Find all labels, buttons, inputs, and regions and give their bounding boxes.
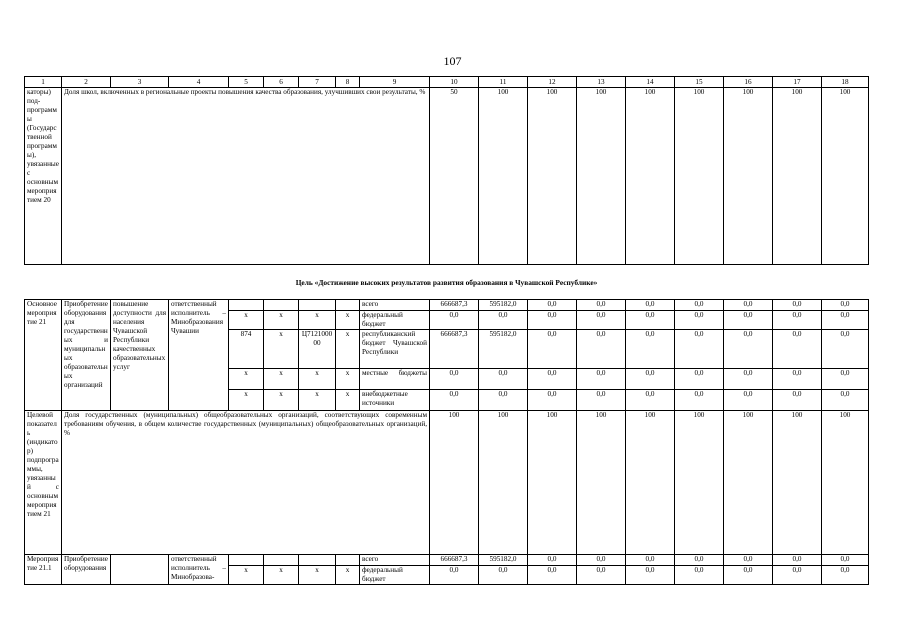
funding-value: 0,0 (822, 311, 869, 330)
funding-value: 0,0 (626, 369, 675, 390)
header-cell: 4 (169, 77, 229, 88)
header-cell: 16 (724, 77, 773, 88)
funding-value: 0,0 (626, 566, 675, 585)
code-cell: x (336, 390, 360, 411)
funding-value: 0,0 (528, 390, 577, 411)
header-cell: 8 (336, 77, 360, 88)
indicator-label: Целевой показатель (индикатор) подпрограммы, увязанный с основным мероприятием 21 (25, 411, 62, 555)
funding-source: республиканский бюджет Чувашской Республики (360, 330, 430, 369)
funding-value: 0,0 (626, 300, 675, 311)
funding-value: 0,0 (577, 300, 626, 311)
event-title: Приобретение оборудования для государственных и муниципальных образовательных организаций (62, 300, 111, 411)
code-cell: x (264, 566, 299, 585)
code-cell (299, 555, 336, 566)
funding-value: 0,0 (430, 311, 479, 330)
code-cell: Ц712100000 (299, 330, 336, 369)
indicator-text: Доля школ, включенных в региональные проекты повышения качества образования, улучшивших свои результаты, % (62, 88, 430, 265)
funding-source: местные бюджеты (360, 369, 430, 390)
indicator-value: 100 (822, 88, 869, 265)
funding-value: 0,0 (773, 300, 822, 311)
funding-source: федеральный бюджет (360, 311, 430, 330)
header-cell: 6 (264, 77, 299, 88)
code-cell: x (264, 369, 299, 390)
funding-value: 0,0 (773, 369, 822, 390)
code-cell: 874 (229, 330, 264, 369)
event-name: Мероприятие 21.1 (25, 555, 62, 585)
indicator-value: 100 (577, 88, 626, 265)
code-cell: x (336, 369, 360, 390)
funding-value: 0,0 (773, 390, 822, 411)
code-cell: x (299, 311, 336, 330)
code-cell: x (299, 390, 336, 411)
indicator-value: 100 (773, 411, 822, 555)
funding-source: всего (360, 555, 430, 566)
indicator-value: 100 (577, 411, 626, 555)
event-executor: ответственный исполнитель – Минобразова- (169, 555, 229, 585)
indicator-value: 100 (528, 411, 577, 555)
funding-value: 0,0 (724, 390, 773, 411)
funding-value: 0,0 (773, 566, 822, 585)
code-cell: x (299, 369, 336, 390)
funding-value: 0,0 (675, 390, 724, 411)
funding-source: всего (360, 300, 430, 311)
funding-value: 0,0 (479, 566, 528, 585)
event-name: Основное мероприятие 21 (25, 300, 62, 411)
code-cell (336, 555, 360, 566)
funding-value: 0,0 (528, 566, 577, 585)
header-cell: 7 (299, 77, 336, 88)
indicator-label: каторы) под-программы (Государственной программы), увязанные с основным мероприятием 20 (25, 88, 62, 265)
funding-value: 0,0 (626, 555, 675, 566)
code-cell: x (229, 566, 264, 585)
funding-source: федеральный бюджет (360, 566, 430, 585)
code-cell (336, 300, 360, 311)
funding-source: внебюджетные источники (360, 390, 430, 411)
funding-value: 0,0 (822, 566, 869, 585)
event-executor: ответственный исполнитель – Минобразования Чувашии (169, 300, 229, 411)
event-row (25, 555, 869, 566)
event-goal: повышение доступности для населения Чувашской Республики качественных образовательных услуг (111, 300, 169, 411)
funding-value: 0,0 (675, 555, 724, 566)
header-cell: 10 (430, 77, 479, 88)
funding-value: 0,0 (626, 311, 675, 330)
funding-value: 0,0 (528, 300, 577, 311)
header-cell: 1 (25, 77, 62, 88)
code-cell: x (264, 311, 299, 330)
code-cell (299, 300, 336, 311)
indicator-row (25, 88, 869, 265)
funding-value: 0,0 (479, 369, 528, 390)
funding-value: 0,0 (430, 390, 479, 411)
indicator-value: 100 (528, 88, 577, 265)
page-number: 107 (443, 54, 462, 68)
header-cell: 11 (479, 77, 528, 88)
header-cell: 9 (360, 77, 430, 88)
indicator-value: 100 (822, 411, 869, 555)
funding-value: 0,0 (528, 330, 577, 369)
code-cell: x (229, 369, 264, 390)
indicator-value: 100 (626, 88, 675, 265)
funding-value: 0,0 (675, 311, 724, 330)
funding-value: 595182,0 (479, 555, 528, 566)
goal-row (25, 265, 869, 300)
indicator-value: 50 (430, 88, 479, 265)
program-table (24, 76, 869, 585)
event-goal (111, 555, 169, 585)
funding-value: 0,0 (822, 369, 869, 390)
header-row (25, 77, 869, 88)
indicator-value: 100 (675, 88, 724, 265)
funding-value: 595182,0 (479, 300, 528, 311)
funding-value: 0,0 (479, 390, 528, 411)
funding-value: 0,0 (577, 566, 626, 585)
funding-value: 0,0 (577, 555, 626, 566)
funding-value: 595182,0 (479, 330, 528, 369)
code-cell: x (229, 390, 264, 411)
funding-value: 0,0 (430, 369, 479, 390)
funding-value: 0,0 (773, 555, 822, 566)
indicator-value: 100 (675, 411, 724, 555)
funding-value: 0,0 (479, 311, 528, 330)
indicator-text: Доля государственных (муниципальных) общеобразовательных организаций, соответствующих современным требованиям обучения, в общем количестве государственных (муниципальных) общеобразовательных организаций, % (62, 411, 430, 555)
funding-value: 0,0 (822, 555, 869, 566)
funding-value: 0,0 (822, 330, 869, 369)
code-cell: x (336, 566, 360, 585)
code-cell: x (336, 330, 360, 369)
header-cell: 18 (822, 77, 869, 88)
funding-value: 0,0 (430, 566, 479, 585)
funding-value: 666687,3 (430, 330, 479, 369)
indicator-value: 100 (479, 88, 528, 265)
indicator-value: 100 (773, 88, 822, 265)
funding-value: 0,0 (724, 330, 773, 369)
header-cell: 15 (675, 77, 724, 88)
funding-value: 0,0 (724, 369, 773, 390)
funding-value: 666687,3 (430, 300, 479, 311)
indicator-value: 100 (724, 88, 773, 265)
code-cell: x (264, 330, 299, 369)
indicator-value: 100 (430, 411, 479, 555)
header-cell: 5 (229, 77, 264, 88)
funding-value: 0,0 (528, 369, 577, 390)
funding-value: 0,0 (626, 390, 675, 411)
header-cell: 17 (773, 77, 822, 88)
funding-value: 0,0 (724, 300, 773, 311)
event-title: Приобретение оборудования (62, 555, 111, 585)
funding-value: 0,0 (675, 369, 724, 390)
funding-value: 0,0 (822, 300, 869, 311)
funding-value: 0,0 (675, 566, 724, 585)
code-cell: x (229, 311, 264, 330)
funding-value: 0,0 (724, 555, 773, 566)
goal-heading: Цель «Достижение высоких результатов развития образования в Чувашской Республике» (25, 265, 869, 300)
funding-value: 0,0 (528, 311, 577, 330)
funding-value: 0,0 (577, 330, 626, 369)
event-row (25, 300, 869, 311)
header-cell: 13 (577, 77, 626, 88)
funding-value: 0,0 (577, 311, 626, 330)
funding-value: 0,0 (724, 311, 773, 330)
code-cell (229, 555, 264, 566)
funding-value: 0,0 (626, 330, 675, 369)
funding-value: 0,0 (822, 390, 869, 411)
indicator-value: 100 (479, 411, 528, 555)
header-cell: 14 (626, 77, 675, 88)
code-cell: x (336, 311, 360, 330)
indicator-value: 100 (626, 411, 675, 555)
funding-value: 0,0 (773, 330, 822, 369)
funding-value: 0,0 (577, 369, 626, 390)
header-cell: 12 (528, 77, 577, 88)
funding-value: 0,0 (675, 330, 724, 369)
code-cell: x (299, 566, 336, 585)
funding-value: 0,0 (724, 566, 773, 585)
indicator-value: 100 (724, 411, 773, 555)
code-cell (264, 300, 299, 311)
funding-value: 0,0 (577, 390, 626, 411)
code-cell (229, 300, 264, 311)
funding-value: 666687,3 (430, 555, 479, 566)
funding-value: 0,0 (773, 311, 822, 330)
header-cell: 3 (111, 77, 169, 88)
funding-value: 0,0 (675, 300, 724, 311)
code-cell: x (264, 390, 299, 411)
indicator-row (25, 411, 869, 555)
funding-value: 0,0 (528, 555, 577, 566)
code-cell (264, 555, 299, 566)
header-cell: 2 (62, 77, 111, 88)
